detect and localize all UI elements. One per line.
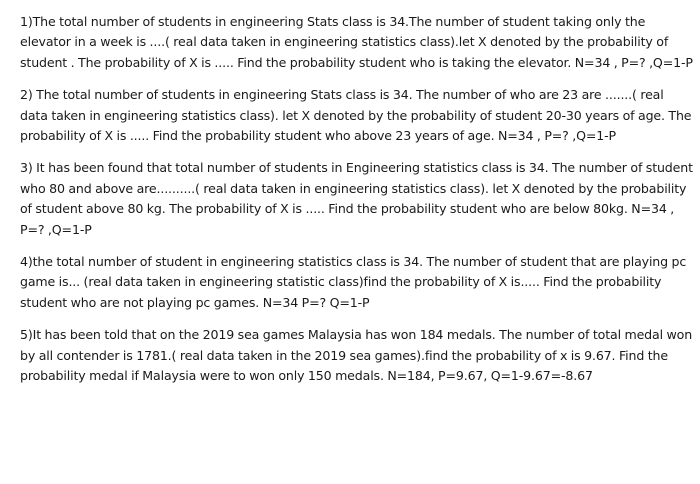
question-3: 3) It has been found that total number of students in Engineering statistics class is 34. The number of student who 80 and above are..........( real data taken in engineering statistics class). let X denoted by the probability of student above 80 kg. The probability of X is ..... Find the probability student who are below 80kg. N=34 , P=? ,Q=1-P bbox=[20, 160, 693, 237]
document-body bbox=[20, 12, 694, 399]
question-4: 4)the total number of student in engineering statistics class is 34. The number of student that are playing pc game is... (real data taken in engineering statistic class)find the probability of X is..... Find the probability student who are not playing pc games. N=34 P=? Q=1-P bbox=[20, 254, 687, 310]
question-5: 5)It has been told that on the 2019 sea games Malaysia has won 184 medals. The number of total medal won by all contender is 1781.( real data taken in the 2019 sea games).find the probability of x is 9.67. Find the probability medal if Malaysia were to won only 150 medals. N=184, P=9.67, Q=1-9.67=-8.67 bbox=[20, 327, 693, 384]
question-1: 1)The total number of students in engineering Stats class is 34.The number of student taking only the elevator in a week is ....( real data taken in engineering statistics class).let X denoted by the probability of student . The probability of X is ..... Find the probability student who is taking the elevator. N=34 , P=? ,Q=1-P bbox=[20, 14, 693, 70]
question-2: 2) The total number of students in engineering Stats class is 34. The number of who are 23 are .......( real data taken in engineering statistics class). let X denoted by the probability of student 20-30 years of age. The probability of X is ..... Find the probability student who above 23 years of age. N=34 , P=? ,Q=1-P bbox=[20, 87, 692, 144]
